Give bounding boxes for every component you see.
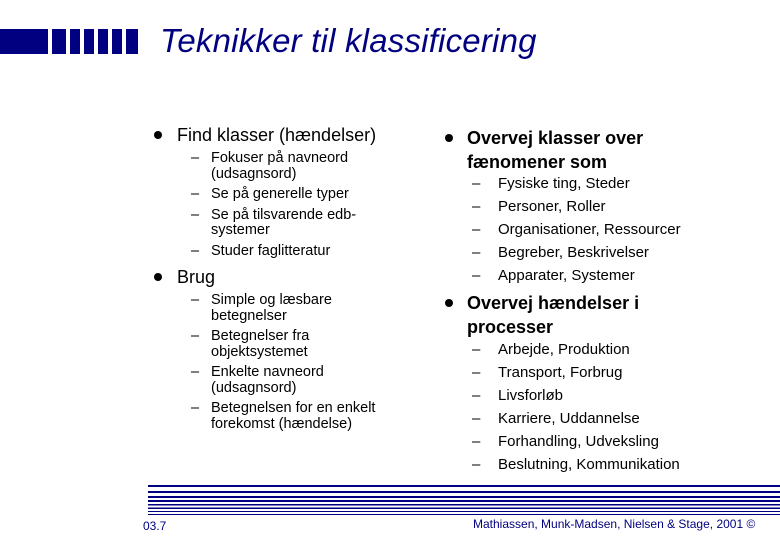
sub-item: – Organisationer, Ressourcer [472,221,681,238]
sub-item-continuation: objektsystemet [211,343,308,360]
sub-item: – Karriere, Uddannelse [472,410,640,427]
sub-item-continuation: systemer [211,222,270,238]
sublist-overvej-klasser [472,172,681,287]
sublist-find-klasser [191,151,356,259]
sub-item: – Fysiske ting, Steder [472,175,630,192]
bullet-dot [154,273,162,281]
bullet-find-klasser: Find klasser (hændelser) [177,125,377,145]
sub-item-continuation: betegnelser [211,307,287,324]
sub-item-continuation: forekomst (hændelse) [211,415,353,432]
bullet-dot [154,131,162,139]
sub-item: – Transport, Forbrug [472,364,623,381]
sub-item: – Fokuser på navneord [191,150,349,166]
sub-item: – Arbejde, Produktion [472,341,630,358]
slide-number: 03.7 [143,519,167,533]
footer-stripe-decoration [148,485,780,515]
bullet-brug: Brug [177,267,216,287]
sub-item: – Se på generelle typer [191,186,349,202]
sub-item: – Enkelte navneord [191,364,324,380]
sub-item: – Begreber, Beskrivelser [472,244,649,261]
sub-item: – Personer, Roller [472,198,606,215]
bullet-overvej-haendelser: Overvej hændelser i processer [467,293,640,337]
sub-item: – Betegnelser fra [191,328,310,344]
footer-credit: Mathiassen, Munk-Madsen, Nielsen & Stage, 2001 © [473,517,756,531]
header-bar-decoration [0,28,142,56]
sub-item: – Beslutning, Kommunikation [472,456,680,473]
sublist-brug [191,293,375,432]
sub-item: – Apparater, Systemer [472,267,635,284]
sub-item: – Simple og læsbare [191,292,332,308]
bullet-dot [445,134,453,142]
bullet-overvej-klasser: Overvej klasser over fænomener som [467,128,644,172]
sub-item: – Betegnelsen for en enkelt [191,400,376,416]
sublist-overvej-haendelser [472,338,680,476]
slide-title: Teknikker til klassificering [160,22,537,59]
sub-item-continuation: (udsagnsord) [211,379,297,396]
sub-item: – Forhandling, Udveksling [472,433,659,450]
sub-item: – Studer faglitteratur [191,242,331,259]
bullet-dot [445,299,453,307]
sub-item: – Se på tilsvarende edb- [191,206,357,223]
sub-item-continuation: (udsagnsord) [211,165,297,182]
sub-item: – Livsforløb [472,387,564,404]
